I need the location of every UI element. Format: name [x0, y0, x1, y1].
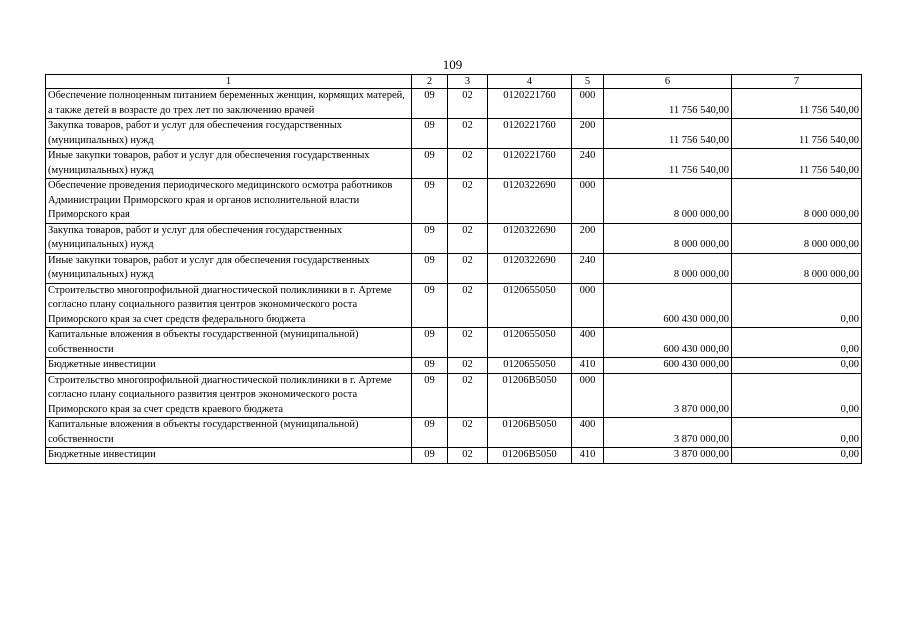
- item-name-cell: Иные закупки товаров, работ и услуг для обеспечения государственных (муниципальных) нужд: [46, 149, 412, 179]
- section-code-cell: 09: [412, 448, 448, 464]
- amount-col6-cell: 600 430 000,00: [604, 328, 732, 358]
- expense-type-cell: 240: [572, 149, 604, 179]
- item-name-cell: Капитальные вложения в объекты государственной (муниципальной) собственности: [46, 418, 412, 448]
- header-row: [46, 75, 862, 89]
- expense-type-cell: 400: [572, 328, 604, 358]
- table-row: [46, 358, 862, 374]
- amount-col6-cell: 8 000 000,00: [604, 223, 732, 253]
- target-article-cell: 01206В5050: [488, 448, 572, 464]
- amount-col6-cell: 3 870 000,00: [604, 373, 732, 418]
- amount-col7-cell: 11 756 540,00: [732, 119, 862, 149]
- item-name-cell: Иные закупки товаров, работ и услуг для обеспечения государственных (муниципальных) нужд: [46, 253, 412, 283]
- table-row: [46, 373, 862, 418]
- item-name-cell: Бюджетные инвестиции: [46, 358, 412, 374]
- subsection-code-cell: 02: [448, 223, 488, 253]
- amount-col6-cell: 8 000 000,00: [604, 253, 732, 283]
- target-article-cell: 0120322690: [488, 179, 572, 224]
- expense-type-cell: 240: [572, 253, 604, 283]
- amount-col7-cell: 0,00: [732, 448, 862, 464]
- table-row: [46, 149, 862, 179]
- subsection-code-cell: 02: [448, 89, 488, 119]
- header-cell: 5: [572, 75, 604, 89]
- header-cell: 6: [604, 75, 732, 89]
- amount-col6-cell: 8 000 000,00: [604, 179, 732, 224]
- table-row: [46, 119, 862, 149]
- expense-type-cell: 410: [572, 358, 604, 374]
- section-code-cell: 09: [412, 283, 448, 328]
- target-article-cell: 01206В5050: [488, 418, 572, 448]
- header-cell: 2: [412, 75, 448, 89]
- expense-type-cell: 000: [572, 179, 604, 224]
- section-code-cell: 09: [412, 328, 448, 358]
- expense-type-cell: 200: [572, 223, 604, 253]
- header-cell: 7: [732, 75, 862, 89]
- target-article-cell: 0120221760: [488, 149, 572, 179]
- amount-col7-cell: 0,00: [732, 283, 862, 328]
- table-row: [46, 223, 862, 253]
- amount-col7-cell: 0,00: [732, 358, 862, 374]
- amount-col7-cell: 8 000 000,00: [732, 179, 862, 224]
- table-row: [46, 89, 862, 119]
- subsection-code-cell: 02: [448, 253, 488, 283]
- amount-col6-cell: 3 870 000,00: [604, 448, 732, 464]
- target-article-cell: 01206В5050: [488, 373, 572, 418]
- section-code-cell: 09: [412, 179, 448, 224]
- amount-col7-cell: 0,00: [732, 328, 862, 358]
- amount-col7-cell: 8 000 000,00: [732, 253, 862, 283]
- target-article-cell: 0120322690: [488, 253, 572, 283]
- target-article-cell: 0120322690: [488, 223, 572, 253]
- subsection-code-cell: 02: [448, 179, 488, 224]
- target-article-cell: 0120655050: [488, 283, 572, 328]
- amount-col6-cell: 11 756 540,00: [604, 119, 732, 149]
- amount-col6-cell: 3 870 000,00: [604, 418, 732, 448]
- header-cell: 1: [46, 75, 412, 89]
- item-name-cell: Обеспечение полноценным питанием беременных женщин, кормящих матерей, а также детей в возрасте до трех лет по заключению врачей: [46, 89, 412, 119]
- subsection-code-cell: 02: [448, 358, 488, 374]
- amount-col7-cell: 8 000 000,00: [732, 223, 862, 253]
- item-name-cell: Бюджетные инвестиции: [46, 448, 412, 464]
- expense-type-cell: 400: [572, 418, 604, 448]
- expense-type-cell: 000: [572, 373, 604, 418]
- subsection-code-cell: 02: [448, 283, 488, 328]
- section-code-cell: 09: [412, 358, 448, 374]
- subsection-code-cell: 02: [448, 448, 488, 464]
- table-row: [46, 418, 862, 448]
- table-row: [46, 253, 862, 283]
- table-row: [46, 328, 862, 358]
- expense-type-cell: 200: [572, 119, 604, 149]
- target-article-cell: 0120655050: [488, 328, 572, 358]
- table-row: [46, 448, 862, 464]
- subsection-code-cell: 02: [448, 328, 488, 358]
- subsection-code-cell: 02: [448, 373, 488, 418]
- section-code-cell: 09: [412, 373, 448, 418]
- expense-type-cell: 000: [572, 283, 604, 328]
- target-article-cell: 0120221760: [488, 119, 572, 149]
- table-row: [46, 283, 862, 328]
- amount-col7-cell: 0,00: [732, 418, 862, 448]
- item-name-cell: Капитальные вложения в объекты государственной (муниципальной) собственности: [46, 328, 412, 358]
- target-article-cell: 0120655050: [488, 358, 572, 374]
- section-code-cell: 09: [412, 418, 448, 448]
- subsection-code-cell: 02: [448, 119, 488, 149]
- subsection-code-cell: 02: [448, 418, 488, 448]
- item-name-cell: Обеспечение проведения периодического медицинского осмотра работников Администрации Приморского края и органов исполнительной власти Приморского края: [46, 179, 412, 224]
- amount-col6-cell: 11 756 540,00: [604, 89, 732, 119]
- amount-col6-cell: 11 756 540,00: [604, 149, 732, 179]
- subsection-code-cell: 02: [448, 149, 488, 179]
- amount-col7-cell: 0,00: [732, 373, 862, 418]
- section-code-cell: 09: [412, 223, 448, 253]
- expense-type-cell: 410: [572, 448, 604, 464]
- section-code-cell: 09: [412, 253, 448, 283]
- item-name-cell: Строительство многопрофильной диагностической поликлиники в г. Артеме согласно плану социального развития центров экономического роста Приморского края за счет средств краевого бюджета: [46, 373, 412, 418]
- expense-type-cell: 000: [572, 89, 604, 119]
- item-name-cell: Строительство многопрофильной диагностической поликлиники в г. Артеме согласно плану социального развития центров экономического роста Приморского края за счет средств федерального бюджета: [46, 283, 412, 328]
- amount-col6-cell: 600 430 000,00: [604, 358, 732, 374]
- table-row: [46, 179, 862, 224]
- item-name-cell: Закупка товаров, работ и услуг для обеспечения государственных (муниципальных) нужд: [46, 223, 412, 253]
- item-name-cell: Закупка товаров, работ и услуг для обеспечения государственных (муниципальных) нужд: [46, 119, 412, 149]
- header-cell: 4: [488, 75, 572, 89]
- amount-col6-cell: 600 430 000,00: [604, 283, 732, 328]
- target-article-cell: 0120221760: [488, 89, 572, 119]
- header-cell: 3: [448, 75, 488, 89]
- budget-table: [45, 74, 862, 464]
- amount-col7-cell: 11 756 540,00: [732, 89, 862, 119]
- page-number: 109: [442, 57, 463, 72]
- section-code-cell: 09: [412, 89, 448, 119]
- section-code-cell: 09: [412, 119, 448, 149]
- section-code-cell: 09: [412, 149, 448, 179]
- amount-col7-cell: 11 756 540,00: [732, 149, 862, 179]
